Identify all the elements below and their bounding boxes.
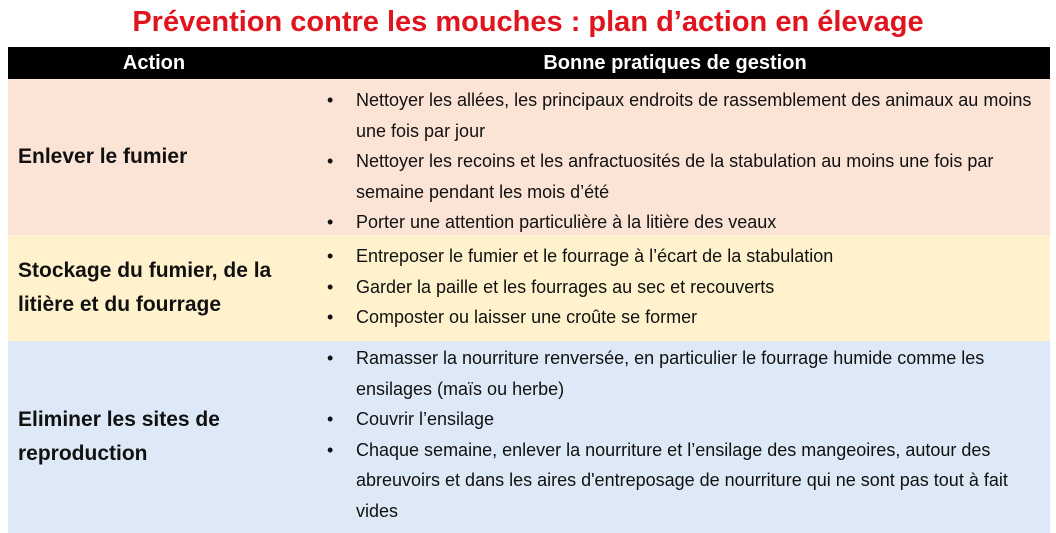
- header-action: Action: [122, 52, 186, 74]
- practices-cell: [300, 235, 1050, 341]
- list-item: [8, 241, 1050, 272]
- table-row: [8, 79, 1050, 235]
- practice-text: Nettoyer les recoins et les anfractuosités de la stabulation au moins une fois par semaine pendant les mois d’été: [356, 151, 994, 202]
- practice-list: [300, 241, 1050, 333]
- practice-text: Porter une attention particulière à la litière des veaux: [356, 212, 777, 232]
- practice-text: Composter ou laisser une croûte se former: [356, 307, 698, 327]
- practices-cell: [300, 341, 1050, 533]
- action-cell: Enlever le fumier: [18, 145, 188, 168]
- list-item: [8, 85, 1050, 146]
- list-item: [8, 404, 1050, 435]
- practice-text: Nettoyer les allées, les principaux endroits de rassemblement des animaux au moins une fois par jour: [356, 90, 1032, 141]
- practice-list: [300, 85, 1050, 238]
- table-header: [8, 47, 1050, 79]
- table-row: [8, 235, 1050, 341]
- list-item: [8, 146, 1050, 207]
- action-cell: Eliminer les sites de reproduction: [18, 408, 220, 465]
- bullet-icon: •: [327, 90, 334, 110]
- header-practices: Bonne pratiques de gestion: [543, 52, 807, 74]
- action-table: [8, 47, 1050, 533]
- list-item: [8, 272, 1050, 303]
- bullet-icon: •: [327, 348, 334, 368]
- bullet-icon: •: [327, 246, 334, 266]
- bullet-icon: •: [327, 276, 334, 297]
- bullet-icon: •: [327, 439, 334, 460]
- list-item: [8, 207, 1050, 238]
- practice-text: Chaque semaine, enlever la nourriture et l’ensilage des mangeoires, autour des abreuvoirs et dans les aires d'entreposage de nourriture qui ne sont pas tout à fait vides: [356, 439, 1008, 521]
- bullet-icon: •: [327, 307, 334, 327]
- practice-text: Couvrir l’ensilage: [356, 409, 495, 429]
- bullet-icon: •: [327, 212, 334, 232]
- table-row: [8, 341, 1050, 533]
- practice-text: Entreposer le fumier et le fourrage à l’écart de la stabulation: [356, 246, 834, 266]
- practice-text: Garder la paille et les fourrages au sec et recouverts: [356, 276, 775, 297]
- bullet-icon: •: [327, 151, 334, 171]
- page-title: Prévention contre les mouches : plan d’action en élevage: [132, 6, 924, 38]
- practice-text: Ramasser la nourriture renversée, en particulier le fourrage humide comme les ensilages (maïs ou herbe): [356, 348, 985, 399]
- action-cell: Stockage du fumier, de la litière et du fourrage: [18, 259, 272, 316]
- list-item: [8, 302, 1050, 333]
- list-item: [8, 343, 1050, 404]
- list-item: [8, 435, 1050, 527]
- practice-list: [300, 343, 1050, 526]
- practices-cell: [300, 79, 1050, 235]
- bullet-icon: •: [327, 409, 334, 429]
